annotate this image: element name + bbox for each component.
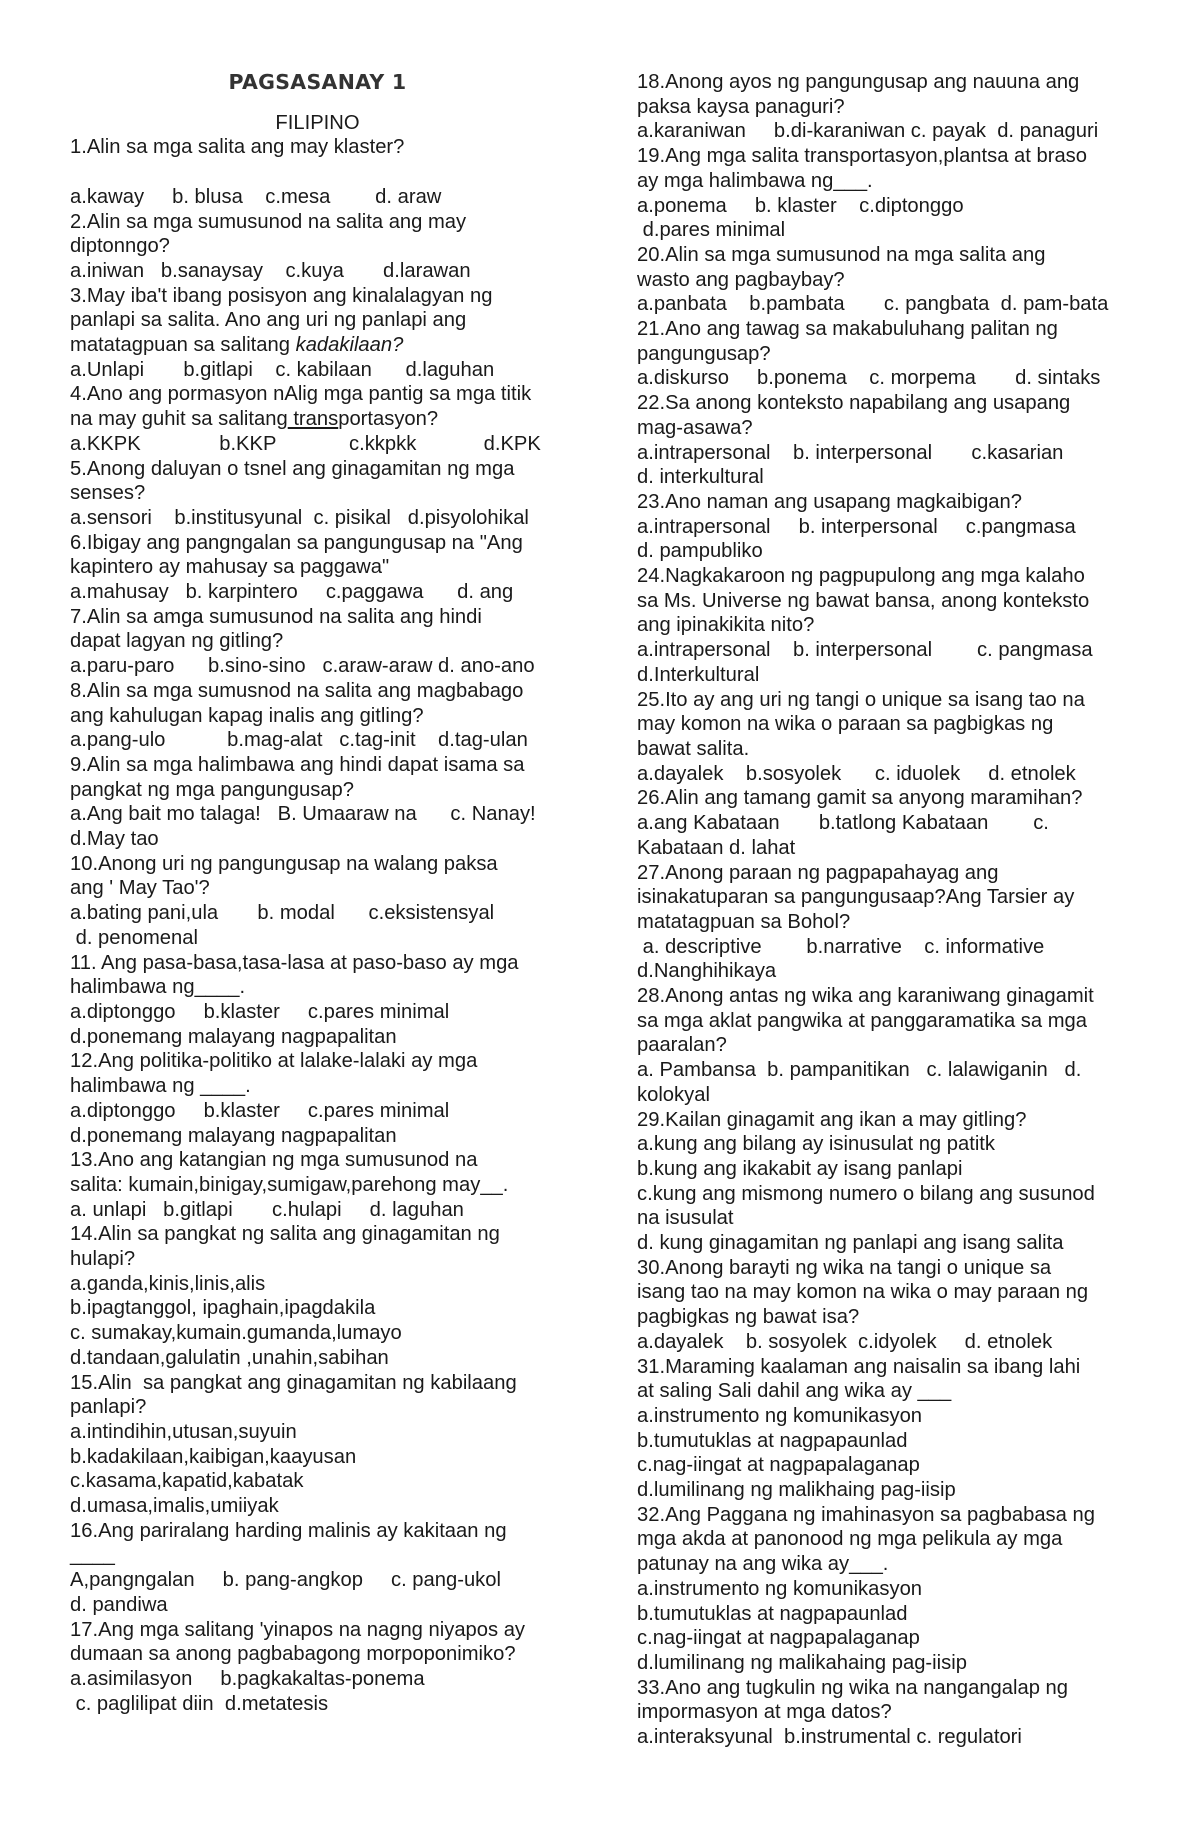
question-14-choice-d: d.tandaan,galulatin ,unahin,sabihan <box>70 1346 389 1369</box>
question-29-choice-d: d. kung ginagamitan ng panlapi ang isang salita <box>637 1232 1064 1255</box>
question-21-choices: a.diskurso b.ponema c. morpema d. sintaks <box>637 367 1101 390</box>
question-12-stem: halimbawa ng ____. <box>70 1075 251 1098</box>
question-22-choices: a.intrapersonal b. interpersonal c.kasarian <box>637 441 1064 464</box>
question-15-choice-d: d.umasa,imalis,umiiyak <box>70 1495 279 1518</box>
question-32-stem: mga akda at panonood ng mga pelikula ay mga <box>637 1528 1063 1551</box>
question-31-stem: at saling Sali dahil ang wika ay ___ <box>637 1380 952 1403</box>
question-15-choice-a: a.intindihin,utusan,suyuin <box>70 1420 297 1443</box>
question-25-stem: bawat salita. <box>637 737 750 760</box>
question-32-choice-a: a.instrumento ng komunikasyon <box>637 1577 923 1600</box>
question-25-choices: a.dayalek b.sosyolek c. iduolek d. etnolek <box>637 762 1076 785</box>
question-29-choice-a: a.kung ang bilang ay isinusulat ng patitk <box>637 1133 996 1156</box>
question-6-choices: a.mahusay b. karpintero c.paggawa d. ang <box>70 581 514 604</box>
question-12-choices: d.ponemang malayang nagpapalitan <box>70 1124 397 1147</box>
question-8-stem: 8.Alin sa mga sumusnod na salita ang magbabago <box>70 679 524 702</box>
question-27-stem: isinakatuparan sa pangungusaap?Ang Tarsier ay <box>637 886 1075 909</box>
question-20-choices: a.panbata b.pambata c. pangbata d. pam-bata <box>637 293 1109 316</box>
question-29-choice-c: c.kung ang mismong numero o bilang ang susunod <box>637 1182 1095 1205</box>
question-30-choices: a.dayalek b. sosyolek c.idyolek d. etnolek <box>637 1330 1053 1353</box>
question-21-stem: 21.Ano ang tawag sa makabuluhang palitan ng <box>637 318 1058 341</box>
question-26-choices: a.ang Kabataan b.tatlong Kabataan c. <box>637 812 1049 835</box>
question-5-stem: senses? <box>70 482 146 505</box>
question-27-choices: d.Nanghihikaya <box>637 960 777 983</box>
question-22-stem: 22.Sa anong konteksto napabilang ang usapang <box>637 392 1071 415</box>
question-17-choices: a.asimilasyon b.pagkakaltas-ponema <box>70 1667 425 1690</box>
question-3-italic-word: kadakilaan? <box>295 334 404 357</box>
question-20-stem: 20.Alin sa mga sumusunod na mga salita ang <box>637 243 1046 266</box>
question-19-choices: d.pares minimal <box>637 219 786 242</box>
question-28-choices: a. Pambansa b. pampanitikan c. lalawiganin d. <box>637 1059 1082 1082</box>
question-23-choices: d. pampubliko <box>637 540 763 563</box>
question-3-stem-text: matatagpuan sa salitang <box>70 334 296 357</box>
question-24-stem: ang ipinakikita nito? <box>637 614 815 637</box>
question-23-choices: a.intrapersonal b. interpersonal c.pangmasa <box>637 515 1076 538</box>
question-32-choice-d: d.lumilinang ng malikahaing pag-iisip <box>637 1652 967 1674</box>
question-30-stem: isang tao na may komon na wika o may paraan ng <box>637 1281 1089 1304</box>
question-24-choices: d.Interkultural <box>637 663 760 686</box>
question-28-choices: kolokyal <box>637 1083 710 1106</box>
question-9-stem: 9.Alin sa mga halimbawa ang hindi dapat isama sa <box>70 753 525 776</box>
question-25-stem: may komon na wika o paraan sa pagbigkas ng <box>637 713 1054 736</box>
question-31-choice-c: c.nag-iingat at nagpapalaganap <box>637 1454 920 1477</box>
question-11-choices: a.diptonggo b.klaster c.pares minimal <box>70 1001 450 1023</box>
question-29-choice-b: b.kung ang ikakabit ay isang panlapi <box>637 1157 963 1180</box>
question-18-stem: paksa kaysa panaguri? <box>637 95 845 118</box>
question-10-choices: d. penomenal <box>70 926 198 949</box>
question-27-stem: 27.Anong paraan ng pagpapahayag ang <box>637 861 999 884</box>
question-16-stem: ____ <box>70 1544 115 1567</box>
question-10-stem: 10.Anong uri ng pangungusap na walang paksa <box>70 852 498 875</box>
question-2-stem: diptonngo? <box>70 235 170 258</box>
question-9-choices: d.May tao <box>70 828 159 851</box>
question-14-stem: hulapi? <box>70 1248 136 1271</box>
question-22-stem: mag-asawa? <box>637 416 753 439</box>
question-17-stem: dumaan sa anong pagbabagong morpoponimiko? <box>70 1643 516 1666</box>
question-3-stem: panlapi sa salita. Ano ang uri ng panlapi ang <box>70 309 467 332</box>
question-32-stem: patunay na ang wika ay___. <box>637 1553 889 1576</box>
question-10-choices: a.bating pani,ula b. modal c.eksistensyal <box>70 902 495 925</box>
question-30-stem: pagbigkas ng bawat isa? <box>637 1306 860 1329</box>
question-16-stem: 16.Ang pariralang harding malinis ay kakitaan ng <box>70 1519 507 1542</box>
question-26-choices: Kabataan d. lahat <box>637 836 796 859</box>
question-25-stem: 25.Ito ay ang uri ng tangi o unique sa isang tao na <box>637 688 1085 711</box>
question-9-choices: a.Ang bait mo talaga! B. Umaaraw na c. Nanay! <box>70 803 536 826</box>
question-28-stem: paaralan? <box>637 1034 727 1057</box>
question-18-stem: 18.Anong ayos ng pangungusap ang nauuna ang <box>637 71 1080 93</box>
question-21-stem: pangungusap? <box>637 342 771 365</box>
question-14-stem: 14.Alin sa pangkat ng salita ang ginagamitan ng <box>70 1223 500 1246</box>
blank-line <box>70 160 570 185</box>
question-7-choices: a.paru-paro b.sino-sino c.araw-araw d. ano-ano <box>70 655 535 678</box>
question-31-stem: 31.Maraming kaalaman ang naisalin sa ibang lahi <box>637 1355 1081 1378</box>
question-12-stem: 12.Ang politika-politiko at lalake-lalaki ay mga <box>70 1050 478 1073</box>
question-4-stem <box>70 407 570 432</box>
question-32-choice-b: b.tumutuklas at nagpapaunlad <box>637 1602 908 1625</box>
question-8-choices: a.pang-ulo b.mag-alat c.tag-init d.tag-ulan <box>70 729 528 752</box>
question-29-choice-c: na isusulat <box>637 1207 734 1230</box>
left-column <box>70 70 570 1716</box>
question-6-stem: 6.Ibigay ang pangngalan sa pangungusap na "Ang <box>70 531 523 554</box>
question-19-stem: 19.Ang mga salita transportasyon,plantsa at braso <box>637 145 1087 168</box>
question-3-choices: a.Unlapi b.gitlapi c. kabilaan d.laguhan <box>70 358 495 381</box>
question-33-choices: a.interaksyunal b.instrumental c. regulatori <box>637 1726 1022 1749</box>
question-27-stem: matatagpuan sa Bohol? <box>637 910 851 933</box>
question-2-choices: a.iniwan b.sanaysay c.kuya d.larawan <box>70 259 471 282</box>
question-26-stem: 26.Alin ang tamang gamit sa anyong maramihan? <box>637 787 1083 810</box>
question-4-stem: 4.Ano ang pormasyon nAlig mga pantig sa mga titik <box>70 383 532 406</box>
question-33-stem: 33.Ano ang tugkulin ng wika na nangangalap ng <box>637 1676 1069 1699</box>
question-31-choice-a: a.instrumento ng komunikasyon <box>637 1404 923 1427</box>
question-24-stem: 24.Nagkakaroon ng pagpupulong ang mga kalaho <box>637 565 1085 588</box>
question-19-stem: ay mga halimbawa ng___. <box>637 169 873 192</box>
question-5-choices: a.sensori b.institusyunal c. pisikal d.pisyolohikal <box>70 506 529 529</box>
question-27-choices: a. descriptive b.narrative c. informative <box>637 935 1045 958</box>
question-14-choice-b: b.ipagtanggol, ipaghain,ipagdakila <box>70 1297 376 1320</box>
question-1-stem: 1.Alin sa mga salita ang may klaster? <box>70 136 405 159</box>
question-4-stem-text: na may guhit sa salitang <box>70 408 288 431</box>
question-7-stem: dapat lagyan ng gitling? <box>70 630 284 653</box>
question-16-choices: A,pangngalan b. pang-angkop c. pang-ukol <box>70 1569 501 1592</box>
question-4-stem-end: portasyon? <box>338 408 439 431</box>
question-32-choice-c: c.nag-iingat at nagpapalaganap <box>637 1627 920 1650</box>
question-1-choices: a.kaway b. blusa c.mesa d. araw <box>70 185 442 208</box>
question-16-choices: d. pandiwa <box>70 1593 168 1616</box>
question-30-stem: 30.Anong barayti ng wika na tangi o unique sa <box>637 1256 1052 1279</box>
question-4-choices: a.KKPK b.KKP c.kkpkk d.KPK <box>70 432 541 455</box>
question-18-choices: a.karaniwan b.di-karaniwan c. payak d. panaguri <box>637 120 1099 143</box>
question-19-choices: a.ponema b. klaster c.diptonggo <box>637 194 964 217</box>
question-4-underlined-syllables: trans <box>287 408 339 431</box>
question-8-stem: ang kahulugan kapag inalis ang gitling? <box>70 704 424 727</box>
question-10-stem: ang ' May Tao'? <box>70 877 210 900</box>
question-13-stem: salita: kumain,binigay,sumigaw,parehong may__. <box>70 1173 509 1196</box>
question-13-choices: a. unlapi b.gitlapi c.hulapi d. laguhan <box>70 1198 464 1221</box>
question-15-stem: 15.Alin sa pangkat ang ginagamitan ng kabilaang <box>70 1371 517 1394</box>
question-32-stem: 32.Ang Paggana ng imahinasyon sa pagbabasa ng <box>637 1503 1095 1526</box>
question-2-stem: 2.Alin sa mga sumusunod na salita ang may <box>70 210 467 233</box>
question-5-stem: 5.Anong daluyan o tsnel ang ginagamitan ng mga <box>70 457 515 480</box>
page-subtitle: FILIPINO <box>275 111 360 134</box>
question-24-stem: sa Ms. Universe ng bawat bansa, anong konteksto <box>637 589 1090 612</box>
question-17-stem: 17.Ang mga salitang 'yinapos na nagng niyapos ay <box>70 1618 526 1641</box>
question-29-stem: 29.Kailan ginagamit ang ikan a may gitling? <box>637 1108 1027 1131</box>
question-15-choice-b: b.kadakilaan,kaibigan,kaayusan <box>70 1445 357 1468</box>
question-12-choices: a.diptonggo b.klaster c.pares minimal <box>70 1099 450 1122</box>
question-28-stem: 28.Anong antas ng wika ang karaniwang ginagamit <box>637 985 1094 1008</box>
question-20-stem: wasto ang pagbaybay? <box>637 268 845 291</box>
right-column <box>637 70 1142 1750</box>
question-3-stem <box>70 333 570 358</box>
question-15-stem: panlapi? <box>70 1396 147 1419</box>
question-24-choices: a.intrapersonal b. interpersonal c. pangmasa <box>637 639 1093 662</box>
question-13-stem: 13.Ano ang katangian ng mga sumusunod na <box>70 1149 478 1172</box>
question-6-stem: kapintero ay mahusay sa paggawa" <box>70 556 390 579</box>
question-31-choice-d: d.lumilinang ng malikhaing pag-iisip <box>637 1479 956 1502</box>
page-title: PAGSASANAY 1 <box>228 70 407 94</box>
question-23-stem: 23.Ano naman ang usapang magkaibigan? <box>637 490 1022 513</box>
question-33-stem: impormasyon at mga datos? <box>637 1701 892 1724</box>
question-14-choice-a: a.ganda,kinis,linis,alis <box>70 1272 266 1295</box>
question-7-stem: 7.Alin sa amga sumusunod na salita ang hindi <box>70 605 482 628</box>
question-9-stem: pangkat ng mga pangungusap? <box>70 778 354 801</box>
question-14-choice-c: c. sumakay,kumain.gumanda,lumayo <box>70 1322 402 1345</box>
question-3-stem: 3.May iba't ibang posisyon ang kinalalagyan ng <box>70 284 493 307</box>
question-22-choices: d. interkultural <box>637 466 764 489</box>
question-11-choices: d.ponemang malayang nagpapalitan <box>70 1025 397 1048</box>
question-28-stem: sa mga aklat pangwika at panggaramatika sa mga <box>637 1009 1087 1032</box>
question-11-stem: halimbawa ng____. <box>70 976 246 999</box>
question-15-choice-c: c.kasama,kapatid,kabatak <box>70 1470 304 1493</box>
question-31-choice-b: b.tumutuklas at nagpapaunlad <box>637 1429 908 1452</box>
question-11-stem: 11. Ang pasa-basa,tasa-lasa at paso-baso ay mga <box>70 951 519 974</box>
question-17-choices: c. paglilipat diin d.metatesis <box>70 1692 329 1715</box>
